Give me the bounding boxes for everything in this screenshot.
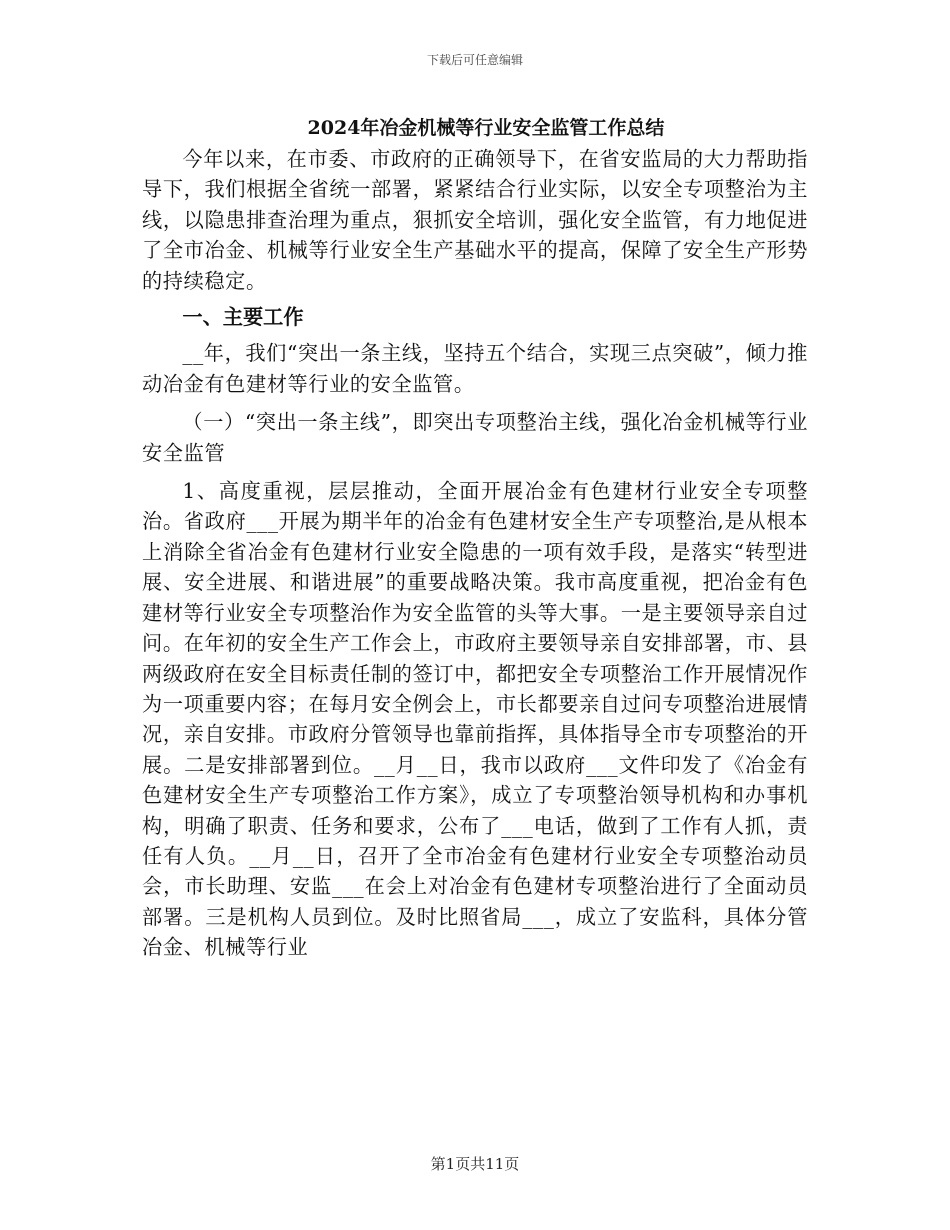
document-body xyxy=(142,112,808,963)
subsection-heading-one: （一）“突出一条主线”，即突出专项整治主线，强化冶金机械等行业安全监管 xyxy=(142,410,808,465)
document-title: 2024年冶金机械等行业安全监管工作总结 xyxy=(307,117,665,139)
paragraph-overview: __年，我们“突出一条主线，坚持五个结合，实现三点突破”，倾力推动冶金有色建材等行业的安全监管。 xyxy=(142,341,808,396)
section-heading-main-work: 一、主要工作 xyxy=(182,305,304,330)
paragraph-intro: 今年以来，在市委、市政府的正确领导下，在省安监局的大力帮助指导下，我们根据全省统一部署，紧紧结合行业实际，以安全专项整治为主线，以隐患排查治理为重点，狠抓安全培训，强化安全监管，有力地促进了全市冶金、机械等行业安全生产基础水平的提高，保障了安全生产形势的持续稳定。 xyxy=(142,147,808,293)
page-header-note: 下载后可任意编辑 xyxy=(426,53,523,67)
page-footer-number: 第1页共11页 xyxy=(430,1155,520,1173)
paragraph-item-1: 1、高度重视，层层推动，全面开展冶金有色建材行业安全专项整治。省政府___开展为期半年的冶金有色建材安全生产专项整治,是从根本上消除全省冶金有色建材行业安全隐患的一项有效手段，是落实“转型进展、安全进展、和谐进展”的重要战略决策。我市高度重视，把冶金有色建材等行业安全专项整治作为安全监管的头等大事。一是主要领导亲自过问。在年初的安全生产工作会上，市政府主要领导亲自安排部署，市、县两级政府在安全目标责任制的签订中，都把安全专项整治工作开展情况作为一项重要内容；在每月安全例会上，市长都要亲自过问专项整治进展情况，亲自安排。市政府分管领导也靠前指挥，具体指导全市专项整治的开展。二是安排部署到位。__月__日，我市以政府___文件印发了《冶金有色建材安全生产专项整治工作方案》，成立了专项整治领导机构和办事机构，明确了职责、任务和要求，公布了___电话，做到了工作有人抓，责任有人负。__月__日，召开了全市冶金有色建材行业安全专项整治动员会，市长助理、安监___在会上对冶金有色建材专项整治进行了全面动员部署。三是机构人员到位。及时比照省局___，成立了安监科，具体分管冶金、机械等行业 xyxy=(142,479,808,960)
